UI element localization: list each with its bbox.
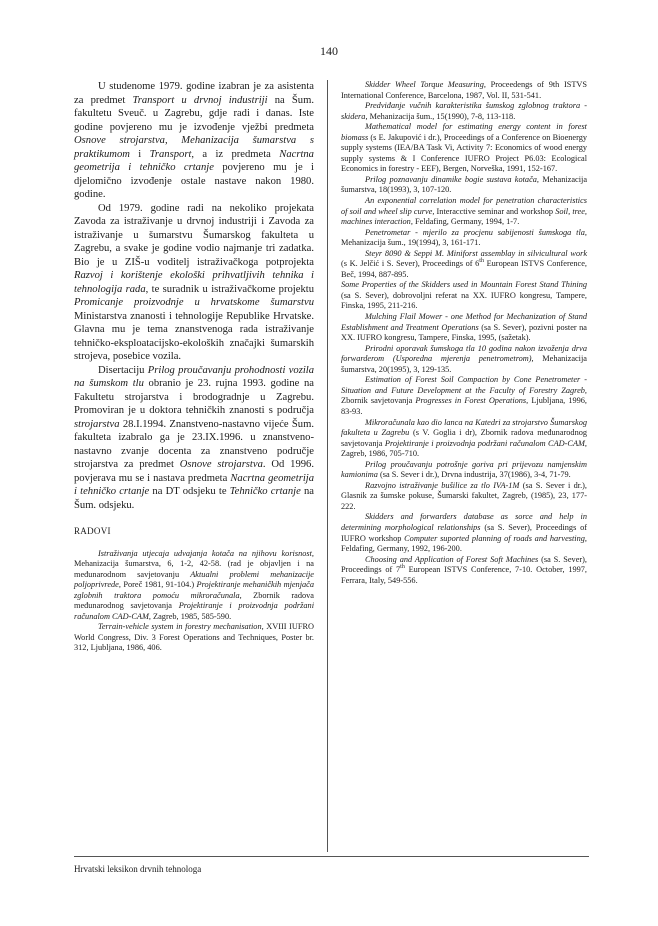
reference-entry (341, 122, 587, 175)
italic-title: Predviđanje vučnih karakteristika šumskog zglobnog traktora - skidera (341, 101, 587, 121)
reference-entry (341, 481, 587, 513)
reference-entry (341, 512, 587, 554)
italic-title: Osnove strojarstva, Mehanizacija šumarstva s praktikumom (74, 135, 314, 160)
reference-entry (341, 280, 587, 312)
text-run: (sa S. Sever), Proceedings of 7 (341, 554, 587, 575)
italic-title: Soil, tree, machines interaction (341, 206, 587, 227)
reference-entry (341, 375, 587, 417)
text-run: , Mehanizacija šumarstva, 20(1995), 3, 129-135. (341, 354, 587, 374)
reference-entry (341, 228, 587, 249)
italic-title: Skidders and forwarders database as sorce and help in determining morphological relationships (341, 512, 587, 532)
reference-entry (341, 460, 587, 481)
italic-title: Prirodni oporavak šumskoga tla 10 godina nakon izvoženja drva forwarderom (Usporedna mjerenja penetrometrom) (341, 343, 587, 364)
reference-entry (74, 622, 314, 654)
italic-title: Mikroračunala kao dio lanca na Katedri za strojarstvo Šumarskog fakulteta u Zagrebu (341, 417, 587, 438)
reference-entry (341, 312, 587, 344)
text-run: , Feldafing, Germany, 1992, 196-200. (341, 533, 587, 554)
text-run: povjereno mu je i djelomično izvođenje ostale nastave nakon 1980. godine. (74, 162, 314, 200)
italic-title: Istraživanja utjecaja udvajanja kotača na njihovu korisnost (98, 548, 312, 558)
reference-entry (341, 80, 587, 101)
italic-title: Steyr 8090 & Seppi M. Miniforst assemblay in silvicultural work (365, 248, 587, 258)
biography-paragraph (74, 202, 314, 364)
italic-title: Choosing and Application of Forest Soft Machines (365, 554, 539, 564)
italic-title: Transport (149, 148, 192, 160)
left-column (74, 80, 314, 654)
text-run: (s V. Goglia i dr), Zbornik radova međunarodnog savjetovanja (341, 428, 588, 448)
reference-entry (341, 175, 587, 196)
italic-title: Projektiranje mehaničkih mjenjača zglobnih traktora pomoću mikroračunala (74, 580, 314, 600)
page-number: 140 (320, 44, 338, 58)
italic-title: Nacrtna geometrija i tehničko crtanje (74, 148, 314, 173)
text-run: , Zbornik savjetovanja (341, 385, 587, 406)
italic-title: Projektiranje i proizvodnja podržani računalom CAD-CAM (74, 601, 314, 621)
references-list-right (341, 80, 587, 586)
text-run: (s K. Jelčić i S. Sever), Proceedings of 6 (341, 259, 480, 269)
text-run: , Mehanizacija šumarstva, 6, 1-2, 42-58. (rad je objavljen i na međunarodnom savjetovanju (74, 548, 314, 579)
italic-title: Projektiranje i proizvodnja podržani računalom CAD-CAM (384, 438, 585, 448)
text-run: , Mehanizacija šum., 19(1994), 3, 161-171. (341, 227, 587, 248)
reference-entry (341, 249, 587, 281)
text-run: (sa S. Sever i dr.), Glasnik za šumske pokuse, Šumarski fakultet, Zagreb, (1985), 23, 177-222. (341, 480, 587, 511)
italic-title: Tehničko crtanje (229, 486, 301, 497)
references-list-left (74, 549, 314, 654)
text-run: na Šum. odsjeku. (74, 486, 314, 511)
text-run: , te suradnik u istraživačkome projektu (145, 283, 314, 295)
column-divider (327, 80, 328, 852)
text-run: i (129, 148, 150, 160)
text-run: , Feldafing, Germany, 1994, 1-7. (410, 217, 520, 227)
italic-title: Promicanje proizvodnje u hrvatskome šumarstvu (74, 297, 314, 308)
italic-title: Terrain-vehicle system in forestry mechanisation (98, 622, 262, 632)
text-run: European ISTVS Conference, Beč, 1994, 887-895. (341, 259, 587, 279)
italic-title: Nacrtna geometrija i tehničko crtanje (74, 472, 314, 497)
text-run: , Interacctive seminar and workshop (432, 206, 556, 216)
text-run: th (479, 258, 484, 265)
text-run: Ministarstva znanosti i tehnologije Republike Hrvatske. Glavna mu je tema znanstvenoga rada istraživanje tehničko-eksploatacijsko-ekoloških značajki šumarskih strojeva, posebice vozila. (74, 310, 314, 362)
text-run: (sa S. Sever), Proceedings of IUFRO workshop (341, 522, 587, 543)
text-run: , Zagreb, 1985, 585-590. (148, 611, 232, 621)
text-run: , Zagreb, 1986, 705-710. (341, 438, 587, 459)
text-run: (sa S. Sever), dobrovoljni referat na XX. IUFRO kongresu, Tampere, Finska, 1995, 211-216. (341, 290, 587, 311)
italic-title: Skidder Wheel Torque Measuring (365, 80, 484, 89)
text-run: , Mehanizacija šum., 15(1990), 7-8, 113-118. (365, 111, 516, 121)
text-run: Disertaciju (98, 364, 148, 376)
italic-title: Estimation of Forest Soil Compaction by Cone Penetrometer - Situation and Future Development at the Faculty of Forestry Zagreb (341, 375, 587, 395)
text-run: European ISTVS Conference, 7-10. October, 1997, Ferrara, Italy, 549-556. (341, 565, 587, 585)
section-heading-radovi: RADOVI (74, 526, 111, 536)
text-run: , Proceedengs of 9th ISTVS International Conference, Barcelona, 1987, Vol. II, 531-541. (341, 80, 587, 100)
italic-title: strojarstva (74, 418, 120, 430)
italic-title: Prilog poznavanju dinamike bogie sustava kotača (365, 174, 537, 184)
reference-entry (341, 196, 587, 228)
italic-title: Razvoj i korištenje ekološki prihvatljivih tehnika i tehnologija rada (74, 270, 314, 295)
reference-entry (341, 555, 587, 587)
biography-paragraph (74, 80, 314, 202)
reference-entry (341, 101, 587, 122)
text-run: (sa S. Sever), pozivni poster na XX. IUFRO kongresu, Tampere, Finska, 1995, (sažetak). (341, 322, 587, 343)
reference-entry (341, 418, 587, 460)
text-run: , a iz predmeta (191, 148, 280, 160)
italic-title: Computer suported planning of roads and harvesting (404, 533, 585, 543)
italic-title: Osnove strojarstva (179, 459, 263, 470)
text-run: , Ljubljana, 1996, 83-93. (341, 396, 587, 416)
text-run: Od 1979. godine radi na nekoliko projekata Zavoda za istraživanje u drvnoj industriji i Zavoda za istraživanje u šumarstvu Šumarskog fakulteta u Zagrebu, a svake je godine vodio najmanje tri zadatka. Bio je u ZIŠ-u voditelj istraživačkoga potprojekta (74, 202, 314, 268)
text-run: na Šum. fakultetu Sveuč. u Zagrebu, gdje radi i danas. Iste godine povjereno mu je izvođenje vježbi predmeta (74, 94, 314, 133)
text-run: , XVIII IUFRO World Congress, Div. 3 Forest Operations and Techniques, Poster br. 312, Ljubljana, 1986, 406. (74, 622, 314, 653)
reference-entry (341, 344, 587, 376)
footer-rule (74, 856, 589, 857)
italic-title: Transport u drvnoj industriji (132, 94, 268, 106)
text-run: th (400, 564, 405, 571)
italic-title: Prilog proučavanju potrošnje goriva pri prijevozu namjenskim kamionima (341, 459, 587, 480)
italic-title: Razvojno istraživanje bušilice za tlo IVA-1M (365, 480, 520, 490)
italic-title: Some Properties of the Skidders used in Mountain Forest Stand Thining (341, 280, 587, 290)
text-run: obranio je 23. rujna 1993. godine na Fakultetu strojarstva i brodogradnje u Zagrebu. Promoviran je u doktora tehničkih znanosti s područja (74, 378, 314, 416)
text-run: , Poreč 1981, 91-104.) (118, 580, 197, 590)
text-run: . Od 1996. povjerava mu se i nastava predmeta (74, 459, 314, 484)
italic-title: Aktualni problemi mehanizacije poljoprivrede (74, 569, 314, 590)
reference-entry (74, 549, 314, 623)
italic-title: Progresses in Forest Operations (415, 396, 527, 406)
text-run: 28.I.1994. Znanstveno-nastavno vijeće Šum. fakulteta izabralo ga je 23.IX.1996. u znanstveno-nastavno zvanje docenta za znanstveno područje strojarstva za predmet (74, 418, 314, 470)
text-run: na DT odsjeku te (149, 486, 230, 497)
italic-title: An exponential correlation model for penetration characteristics of soil and wheel slip curve (341, 196, 587, 216)
italic-title: Mulching Flail Mower - one Method for Mechanization of Stand Establishment and Treatment Operations (341, 312, 587, 332)
italic-title: Mathematical model for estimating energy content in forest biomass (341, 122, 587, 142)
italic-title: Prilog proučavanju prohodnosti vozila na šumskom tlu (74, 364, 314, 389)
text-run: , Mehanizacija šumarstva, 18(1993), 3, 107-120. (341, 174, 588, 195)
footer-text: Hrvatski leksikon drvnih tehnologa (74, 864, 202, 874)
text-run: (sa S. Sever i dr.), Drvna industrija, 37(1986), 3-4, 71-79. (377, 470, 571, 480)
biography-paragraph (74, 364, 314, 513)
right-column (341, 80, 587, 586)
biography-text (74, 80, 314, 512)
text-run: , Zbornik radova međunarodnog savjetovanja (74, 590, 314, 611)
text-run: U studenome 1979. godine izabran je za asistenta za predmet (74, 81, 314, 106)
text-run: (s E. Jakupović i dr.), Proceedings of a Conference on Bioenergy supply systems (IEA/BA Task Vi, Activity 7: Economics of wood energy supply systems & I Conference IUFRO Project P6.03: Ecological Economics in forestry - EEF), Bergen, Norveška, 1991, 152-167. (341, 132, 587, 174)
italic-title: Penetrometar - mjerilo za procjenu sabijenosti šumskoga tla (365, 227, 585, 237)
